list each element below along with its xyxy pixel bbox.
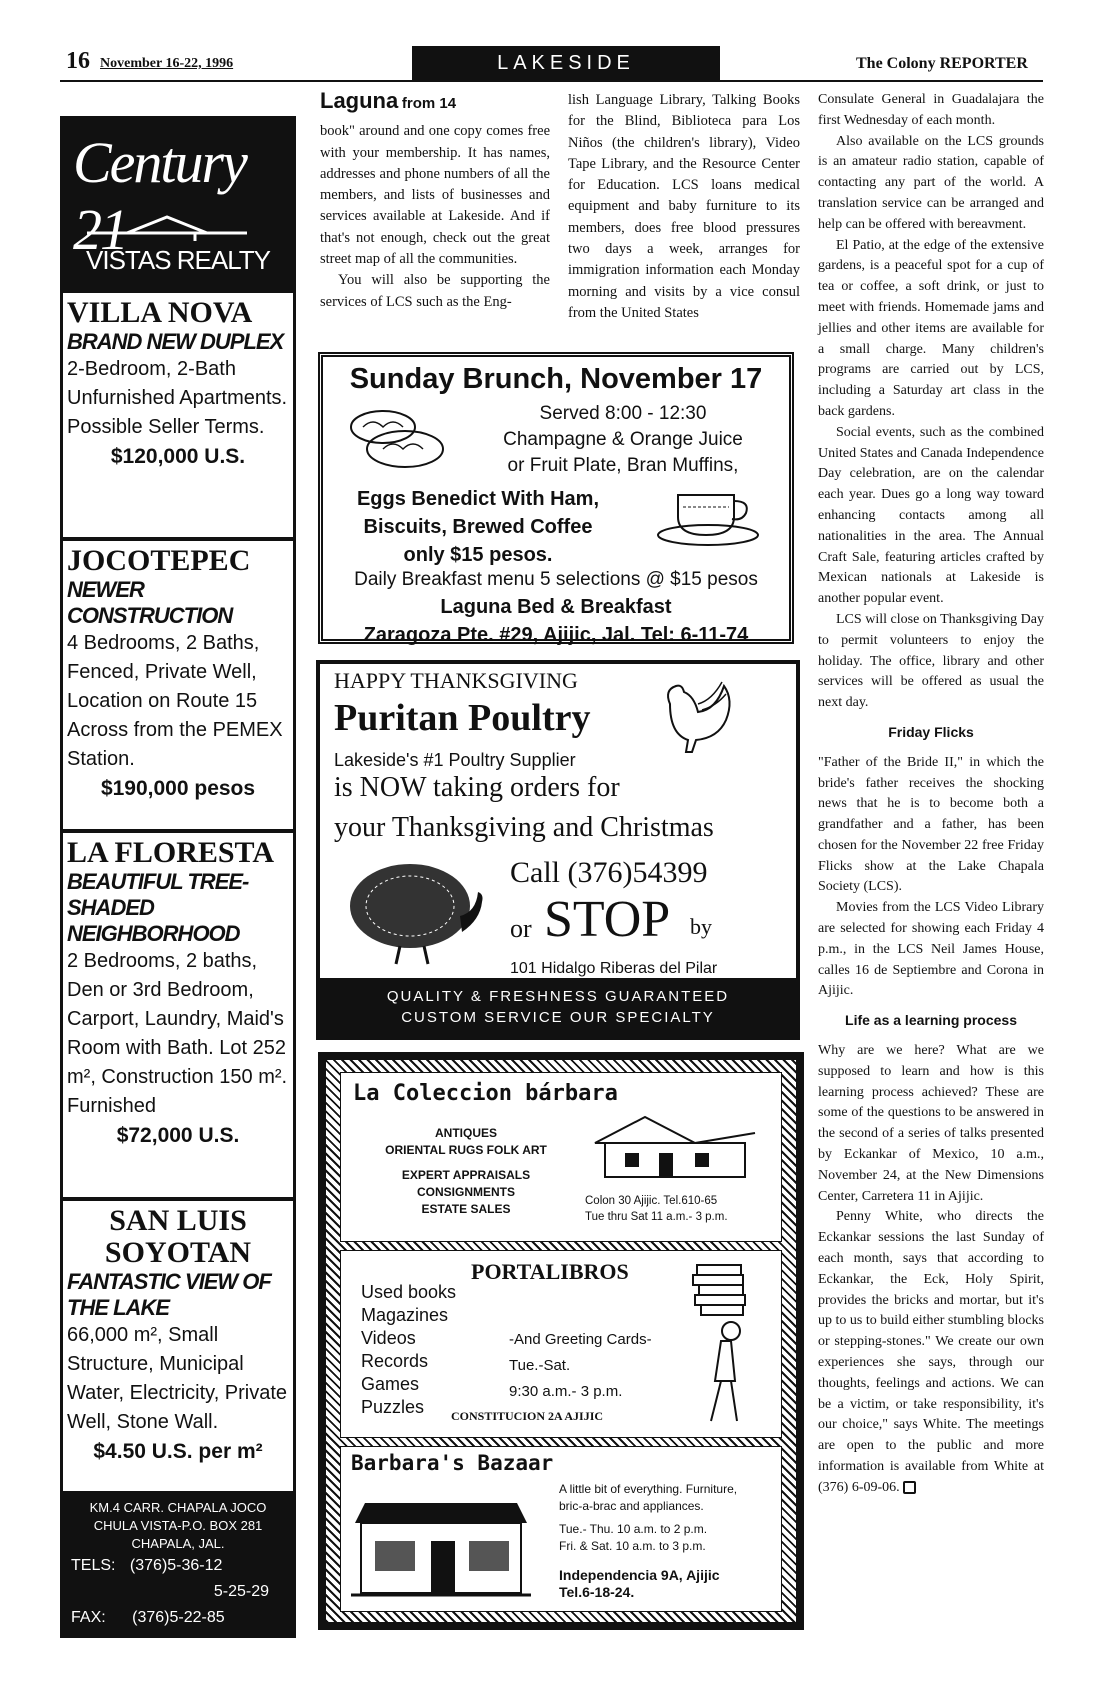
brunch-address: Zaragoza Pte. #29, Ajijic, Jal. Tel: 6-11-74	[363, 624, 749, 646]
tels-value: (376)5-36-12	[129, 1557, 223, 1574]
realty-ad	[60, 116, 296, 1638]
article-paragraph: Movies from the LCS Video Library are selected for showing each Friday 4 p.m., in the LCS Neil James House, calles 16 de Septiembre and Corona in Ajijic.	[818, 900, 1044, 999]
portalibros-ad	[340, 1250, 782, 1438]
poultry-by: by	[690, 914, 712, 939]
brunch-price: only $15 pesos.	[403, 544, 553, 566]
kicker-from: from 14	[401, 95, 457, 112]
article-paragraph	[818, 1207, 1044, 1498]
article-kicker	[320, 90, 550, 115]
listing-subtitle: BEAUTIFUL TREE-SHADED NEIGHBORHOOD	[67, 869, 249, 946]
coleccion-services	[351, 1125, 581, 1218]
portalibros-item: Records	[361, 1351, 429, 1371]
portalibros-item: Puzzles	[361, 1397, 425, 1417]
article-paragraph: Social events, such as the combined United States and Canada Independence Day celebration, are on the calendar each year. Dues go a long way toward enhancing contacts among all nationalities in the area. The Annual Craft Sale, featuring articles crafted by Mexican nationals at Lakeside is another popular event.	[818, 424, 1044, 607]
listing-title: LA FLORESTA	[67, 836, 274, 869]
end-mark-icon	[903, 1481, 916, 1494]
poultry-tagline: Lakeside's #1 Poultry Supplier	[334, 750, 576, 770]
coleccion-hours: Tue thru Sat 11 a.m.- 3 p.m.	[585, 1211, 728, 1223]
coleccion-estate-sales: ESTATE SALES	[421, 1202, 511, 1216]
bazaar-hours-2: Fri. & Sat. 10 a.m. to 3 p.m.	[559, 1539, 706, 1553]
coleccion-contact	[585, 1193, 728, 1225]
subhead-learning-process: Life as a learning process	[845, 1012, 1017, 1029]
poultry-or: or	[510, 914, 532, 943]
coleccion-address: Colon 30 Ajijic. Tel.610-65	[585, 1195, 718, 1207]
listing-san-luis-soyotan	[63, 1197, 293, 1487]
portalibros-address: CONSTITUCION 2A AJIJIC	[451, 1409, 604, 1423]
coleccion-antiques: ANTIQUES	[434, 1126, 497, 1140]
article-paragraph: lish Language Library, Talking Books for the Blind, Biblioteca para Los Niños (the children's library), Video Tape Library, and the Resource Center for Education. LCS loans medical equipment and baby furniture to its members, does free blood pressures two days a week, arranges for immigration information each Monday morning and visits by a vice consul from the United States	[568, 92, 800, 321]
logo-brand-text: Century 21	[73, 130, 246, 262]
listing-title: JOCOTEPEC	[67, 544, 251, 577]
portalibros-item: Used books	[361, 1282, 457, 1302]
poultry-holidays-line: your Thanksgiving and Christmas	[334, 812, 714, 843]
brunch-ad	[318, 352, 794, 644]
poultry-stop: STOP	[544, 891, 671, 948]
bazaar-desc-2: bric-a-brac and appliances.	[559, 1499, 704, 1513]
bazaar-title: Barbara's Bazaar	[351, 1451, 554, 1475]
fax-label: FAX:	[71, 1609, 106, 1626]
coleccion-consignments: CONSIGNMENTS	[416, 1185, 515, 1199]
coleccion-appraisals: EXPERT APPRAISALS	[401, 1168, 531, 1182]
article-paragraph: You will also be supporting the services of LCS such as the Eng-	[320, 272, 550, 310]
article-paragraph: Consulate General in Guadalajara the first Wednesday of each month.	[818, 92, 1044, 128]
brunch-title: Sunday Brunch, November 17	[349, 363, 763, 395]
realty-contact	[63, 1491, 293, 1635]
listing-price: $190,000 pesos	[100, 777, 256, 800]
house-drawing-icon	[585, 1103, 765, 1183]
portalibros-item: Games	[361, 1374, 420, 1394]
coleccion-ad	[340, 1072, 782, 1242]
issue-date: November 16-22, 1996	[100, 56, 234, 71]
brunch-biscuits: Biscuits, Brewed Coffee	[363, 516, 593, 538]
listing-subtitle: BRAND NEW DUPLEX	[67, 329, 284, 354]
poultry-address: 101 Hidalgo Riberas del Pilar	[510, 960, 718, 977]
coleccion-title: La Coleccion bárbara	[353, 1081, 618, 1106]
brunch-eggs: Eggs Benedict With Ham,	[356, 488, 600, 510]
person-carrying-books-icon	[681, 1261, 761, 1431]
realty-fax-row	[63, 1605, 293, 1631]
brunch-venue: Laguna Bed & Breakfast	[440, 596, 672, 618]
section-banner: LAKESIDE	[412, 46, 720, 80]
brunch-served: Served 8:00 - 12:30	[539, 403, 707, 424]
article-paragraph: LCS will close on Thanksgiving Day to permit volunteers to enjoy the holiday. The office, library and other services will be offered as usual the next day.	[818, 611, 1044, 711]
listing-title: VILLA NOVA	[67, 296, 253, 329]
portalibros-hours: 9:30 a.m.- 3 p.m.	[509, 1383, 623, 1400]
poultry-quality: QUALITY & FRESHNESS GUARANTEED	[386, 988, 730, 1005]
teacup-icon	[653, 477, 763, 549]
article-paragraph: book" around and one copy comes free with your membership. It has names, addresses and phone numbers of all the members, and lists of businesses and services available at Lakeside. And if that's not enough, check out the great street map of all the communities.	[320, 123, 550, 268]
realty-phone-row	[63, 1553, 293, 1579]
brunch-daily-menu: Daily Breakfast menu 5 selections @ $15 pesos	[354, 569, 758, 590]
header-rule	[60, 80, 1043, 82]
century21-logo	[63, 119, 293, 289]
listing-price: $4.50 U.S. per m²	[93, 1440, 263, 1463]
article-paragraph-text: Penny White, who directs the Eckankar sessions the last Sunday of each month, says that according to Eckankar, the Eck, Holy Spirit, provides the bricks and mortar, but it's up to us to build either stumbling blocks or stepping-stones." We create our own experiences she says, through our thoughts, feelings and actions. We can be a victim, or take responsibility, it's our choice," says White. The meetings are open to the public and more information is available from White at (376) 6-09-06.	[818, 1209, 1044, 1495]
bazaar-desc-1: A little bit of everything. Furniture,	[559, 1482, 738, 1496]
brunch-drinks: Champagne & Orange Juice	[503, 429, 743, 450]
poultry-phone: Call (376)54399	[510, 856, 708, 889]
portalibros-item: Videos	[361, 1328, 416, 1348]
article-column-1	[320, 90, 550, 313]
article-paragraph: Also available on the LCS grounds is an amateur radio station, capable of contacting any part of the world. A translation service can be arranged and help can be offered with bereavment.	[818, 133, 1044, 232]
listing-price: $120,000 U.S.	[110, 445, 246, 468]
bazaar-phone: Tel.6-18-24.	[559, 1584, 635, 1600]
listing-jocotepec	[63, 537, 293, 829]
article-column-2	[568, 90, 800, 324]
tels-value-2: 5-25-29	[213, 1583, 269, 1600]
listing-villa-nova	[63, 289, 293, 537]
shops-ad-block	[318, 1052, 804, 1630]
poultry-name: Puritan Poultry	[334, 697, 591, 739]
listing-price: $72,000 U.S.	[116, 1124, 240, 1147]
kicker-title: Laguna	[320, 88, 399, 113]
poultry-orders-line: is NOW taking orders for	[334, 772, 620, 803]
portalibros-items	[361, 1281, 456, 1419]
listing-title: SAN LUIS SOYOTAN	[104, 1204, 252, 1269]
poultry-service: CUSTOM SERVICE OUR SPECIALTY	[401, 1009, 715, 1026]
listing-description: 2-Bedroom, 2-Bath Unfurnished Apartments. Possible Seller Terms.	[67, 358, 288, 438]
listing-description: 2 Bedrooms, 2 baths, Den or 3rd Bedroom, Carport, Laundry, Maid's Room with Bath. Lot 252 m², Construction 150 m². Furnished	[67, 950, 288, 1117]
article-paragraph: Why are we here? What are we supposed to learn and how is this learning process achieved? These are some of the questions to be answered in the second of a series of talks presented by Eckankar of Mexico, 10 a.m., November 24, at the New Dimensions Center, Carretera 11 in Ajijic.	[818, 1043, 1044, 1204]
storefront-drawing-icon	[351, 1483, 531, 1603]
article-paragraph: "Father of the Bride II," in which the bride's father receives the shocking news that he is to become both a grandfather and a father, has been chosen for the November 22 free Friday Flicks show at the Lake Chapala Society (LCS).	[818, 754, 1044, 895]
portalibros-cards: -And Greeting Cards-	[509, 1331, 652, 1348]
coleccion-rugs-art: ORIENTAL RUGS FOLK ART	[385, 1143, 547, 1157]
bazaar-ad	[340, 1446, 782, 1612]
subhead-friday-flicks: Friday Flicks	[888, 723, 974, 740]
realty-address: KM.4 CARR. CHAPALA JOCO CHULA VISTA-P.O. BOX 281 CHAPALA, JAL.	[89, 1500, 267, 1551]
poultry-band	[320, 978, 796, 1036]
poultry-ad	[316, 660, 800, 1040]
tels-label: TELS:	[71, 1557, 116, 1574]
rooster-icon	[650, 674, 740, 756]
brunch-fruit: or Fruit Plate, Bran Muffins,	[507, 455, 739, 476]
listing-subtitle: NEWER CONSTRUCTION	[67, 577, 233, 628]
article-paragraph: El Patio, at the edge of the extensive gardens, is a peaceful spot for a cup of tea or coffee, a soft drink, or just to meet with friends. Homemade jams and jellies and other items are available for a small charge. Many children's programs are carried out by LCS, including a Saturday art class in the back gardens.	[818, 237, 1044, 419]
listing-la-floresta	[63, 829, 293, 1197]
page-number: 16	[66, 48, 90, 74]
bazaar-address: Independencia 9A, Ajijic	[559, 1567, 720, 1583]
listing-description: 66,000 m², Small Structure, Municipal Water, Electricity, Private Well, Stone Wall.	[67, 1324, 288, 1433]
portalibros-title: PORTALIBROS	[471, 1259, 629, 1284]
bazaar-hours-1: Tue.- Thu. 10 a.m. to 2 p.m.	[559, 1522, 708, 1536]
fax-value: (376)5-22-85	[132, 1609, 225, 1626]
portalibros-days: Tue.-Sat.	[509, 1357, 571, 1374]
agency-name: VISTAS REALTY	[86, 245, 270, 275]
portalibros-info	[509, 1327, 652, 1405]
bazaar-info	[559, 1481, 737, 1601]
listing-description: 4 Bedrooms, 2 Baths, Fenced, Private Well, Location on Route 15 Across from the PEMEX Station.	[67, 632, 283, 770]
turkey-icon	[340, 856, 490, 966]
newspaper-name: The Colony REPORTER	[856, 55, 1028, 72]
croissants-icon	[343, 397, 453, 477]
portalibros-item: Magazines	[361, 1305, 449, 1325]
listing-subtitle: FANTASTIC VIEW OF THE LAKE	[67, 1269, 271, 1320]
house-roof-icon	[87, 211, 247, 241]
article-column-3	[818, 90, 1044, 1499]
poultry-greeting: HAPPY THANKSGIVING	[334, 668, 578, 693]
